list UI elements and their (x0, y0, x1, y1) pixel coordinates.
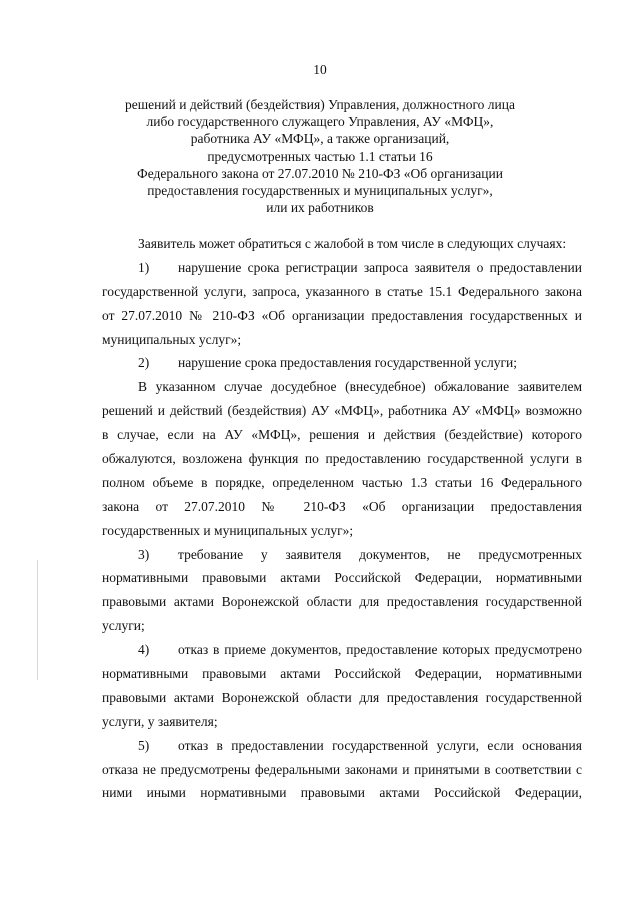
paragraph-line: закона от 27.07.2010 № 210-ФЗ «Об организации предоставления (102, 498, 582, 514)
section-heading (120, 96, 520, 216)
list-item-4-line: нормативными правовыми актами Российской Федерации, нормативными (102, 666, 582, 682)
list-item-4-line: правовыми актами Воронежской области для предоставления государственной (102, 689, 582, 705)
list-item-2-line (102, 351, 582, 375)
list-item-1-line: государственной услуги, запроса, указанного в статье 15.1 Федерального закона (102, 283, 582, 299)
paragraph-line: полном объеме в порядке, определенном частью 1.3 статьи 16 Федерального (102, 474, 582, 490)
list-item-3-line (102, 543, 582, 567)
heading-line: Федерального закона от 27.07.2010 № 210-ФЗ «Об организации (137, 165, 503, 181)
list-item-3-line: услуги; (102, 618, 145, 634)
item-number: 2) (138, 355, 150, 371)
item-text: требование у заявителя документов, не предусмотренных (178, 546, 582, 562)
paragraph-line: решений и действий (бездействия) АУ «МФЦ», работника АУ «МФЦ» возможно (102, 403, 582, 419)
page-number: 10 (313, 62, 327, 77)
item-text: нарушение срока регистрации запроса заявителя о предоставлении (178, 259, 582, 275)
item-number: 5) (138, 737, 150, 753)
list-item-3-line: нормативными правовыми актами Российской Федерации, нормативными (102, 570, 582, 586)
item-text: нарушение срока предоставления государственной услуги; (178, 355, 518, 371)
list-item-5-line: отказа не предусмотрены федеральными законами и принятыми в соответствии с (102, 761, 582, 777)
paragraph-line: В указанном случае досудебное (внесудебное) обжалование заявителем (138, 379, 582, 395)
list-item-3-line: правовыми актами Воронежской области для предоставления государственной (102, 594, 582, 610)
heading-line: решений и действий (бездействия) Управления, должностного лица (125, 97, 515, 112)
heading-line: либо государственного служащего Управления, АУ «МФЦ», (146, 114, 494, 130)
list-item-4-line (102, 638, 582, 662)
item-number: 4) (138, 642, 150, 658)
list-item-1-line (102, 256, 582, 280)
paragraph-line: обжалуются, возложена функция по предоставлению государственной услуги в (102, 451, 582, 467)
paragraph-line: в случае, если на АУ «МФЦ», решения и действия (бездействие) которого (102, 427, 582, 443)
intro-paragraph: Заявитель может обратиться с жалобой в том числе в следующих случаях: (138, 236, 567, 251)
heading-line: предоставления государственных и муниципальных услуг», (147, 183, 493, 199)
list-item-1-line: муниципальных услуг»; (102, 331, 242, 347)
item-text: отказ в предоставлении государственной услуги, если основания (178, 737, 582, 753)
list-item-5-line (102, 734, 582, 758)
paragraph-line: государственных и муниципальных услуг»; (102, 522, 354, 538)
document-body (102, 232, 582, 805)
heading-line: или их работников (266, 200, 374, 216)
heading-line: работника АУ «МФЦ», а также организаций, (190, 131, 450, 147)
list-item-1-line: от 27.07.2010 № 210-ФЗ «Об организации предоставления государственных и (102, 307, 582, 323)
item-number: 3) (138, 546, 150, 562)
item-text: отказ в приеме документов, предоставление которых предусмотрено (178, 642, 582, 658)
item-number: 1) (138, 259, 150, 275)
scan-margin-mark (37, 560, 38, 680)
heading-line: предусмотренных частью 1.1 статьи 16 (207, 148, 433, 164)
list-item-4-line: услуги, у заявителя; (102, 713, 218, 729)
list-item-5-line: ними иными нормативными правовыми актами Российской Федерации, (102, 785, 582, 801)
